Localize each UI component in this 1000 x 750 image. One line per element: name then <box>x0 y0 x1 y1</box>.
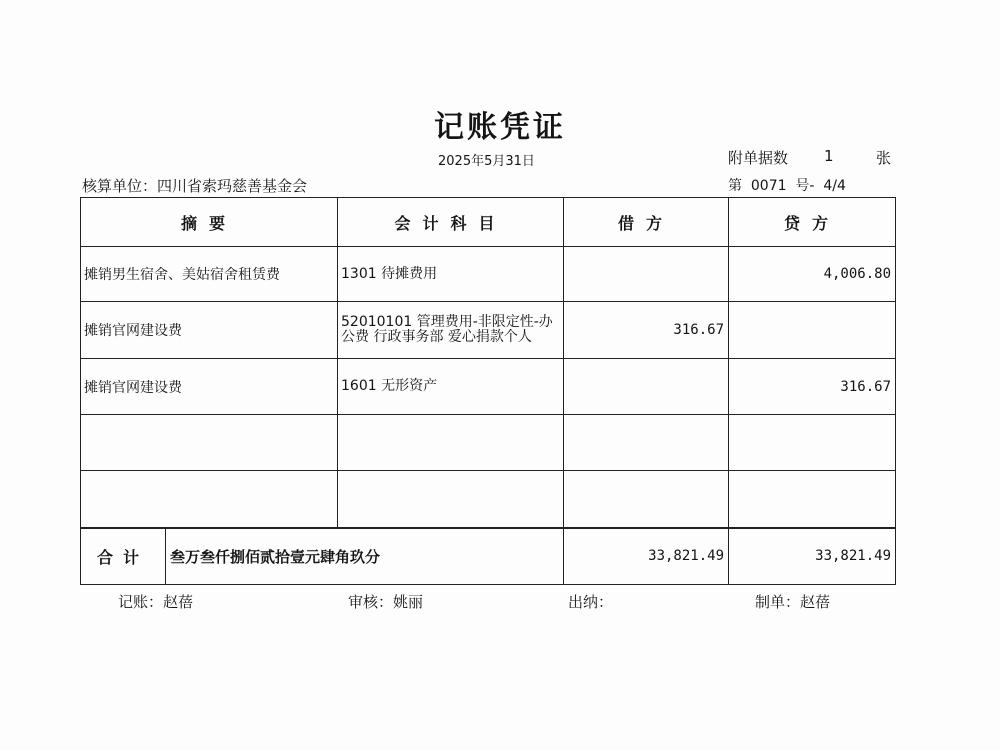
total-debit: 33,821.49 <box>564 528 729 585</box>
voucher-date: 2025年5月31日 <box>438 154 535 169</box>
row-summary <box>81 471 338 528</box>
total-row <box>81 528 896 585</box>
bookkeeper-signature: 记账：赵蓓 <box>118 593 194 611</box>
row-summary <box>81 415 338 471</box>
row-summary: 摊销官网建设费 <box>81 302 338 359</box>
attachment-unit: 张 <box>876 149 892 167</box>
row-credit: 316.67 <box>729 359 896 415</box>
voucher-number: 第 0071 号- 4/4 <box>728 178 846 194</box>
table-row <box>81 415 896 471</box>
row-credit <box>729 302 896 359</box>
attachment-label: 附单据数 <box>728 149 789 167</box>
table-row <box>81 359 896 415</box>
table-row <box>81 302 896 359</box>
accounting-unit: 核算单位：四川省索玛慈善基金会 <box>82 177 308 195</box>
total-label: 合计 <box>81 529 166 584</box>
attachment-count <box>728 147 892 168</box>
row-summary: 摊销官网建设费 <box>81 359 338 415</box>
preparer-signature: 制单：赵蓓 <box>755 593 831 611</box>
row-credit: 4,006.80 <box>729 247 896 302</box>
row-account <box>338 415 564 471</box>
header-summary: 摘要 <box>81 198 338 247</box>
header-debit: 借方 <box>564 198 729 247</box>
row-credit <box>729 415 896 471</box>
cashier-signature: 出纳： <box>568 593 614 611</box>
row-account: 52010101 管理费用-非限定性-办公费 行政事务部 爱心捐款个人 <box>338 302 564 359</box>
row-debit <box>564 471 729 528</box>
row-account: 1301 待摊费用 <box>338 247 564 302</box>
row-debit <box>564 415 729 471</box>
total-credit: 33,821.49 <box>729 528 896 585</box>
total-cell <box>81 528 564 585</box>
voucher-table <box>80 197 896 585</box>
row-debit <box>564 247 729 302</box>
table-row <box>81 247 896 302</box>
row-account: 1601 无形资产 <box>338 359 564 415</box>
total-amount-in-words: 叁万叁仟捌佰贰拾壹元肆角玖分 <box>170 547 381 566</box>
row-debit: 316.67 <box>564 302 729 359</box>
reviewer-signature: 审核：姚丽 <box>348 593 424 611</box>
row-debit <box>564 359 729 415</box>
row-summary: 摊销男生宿舍、美姑宿舍租赁费 <box>81 247 338 302</box>
attachment-number: 1 <box>824 147 834 165</box>
row-credit <box>729 471 896 528</box>
table-header-row <box>81 198 896 247</box>
row-account <box>338 471 564 528</box>
voucher-title: 记账凭证 <box>434 110 566 145</box>
table-row <box>81 471 896 528</box>
header-credit: 贷方 <box>729 198 896 247</box>
header-account: 会计科目 <box>338 198 564 247</box>
